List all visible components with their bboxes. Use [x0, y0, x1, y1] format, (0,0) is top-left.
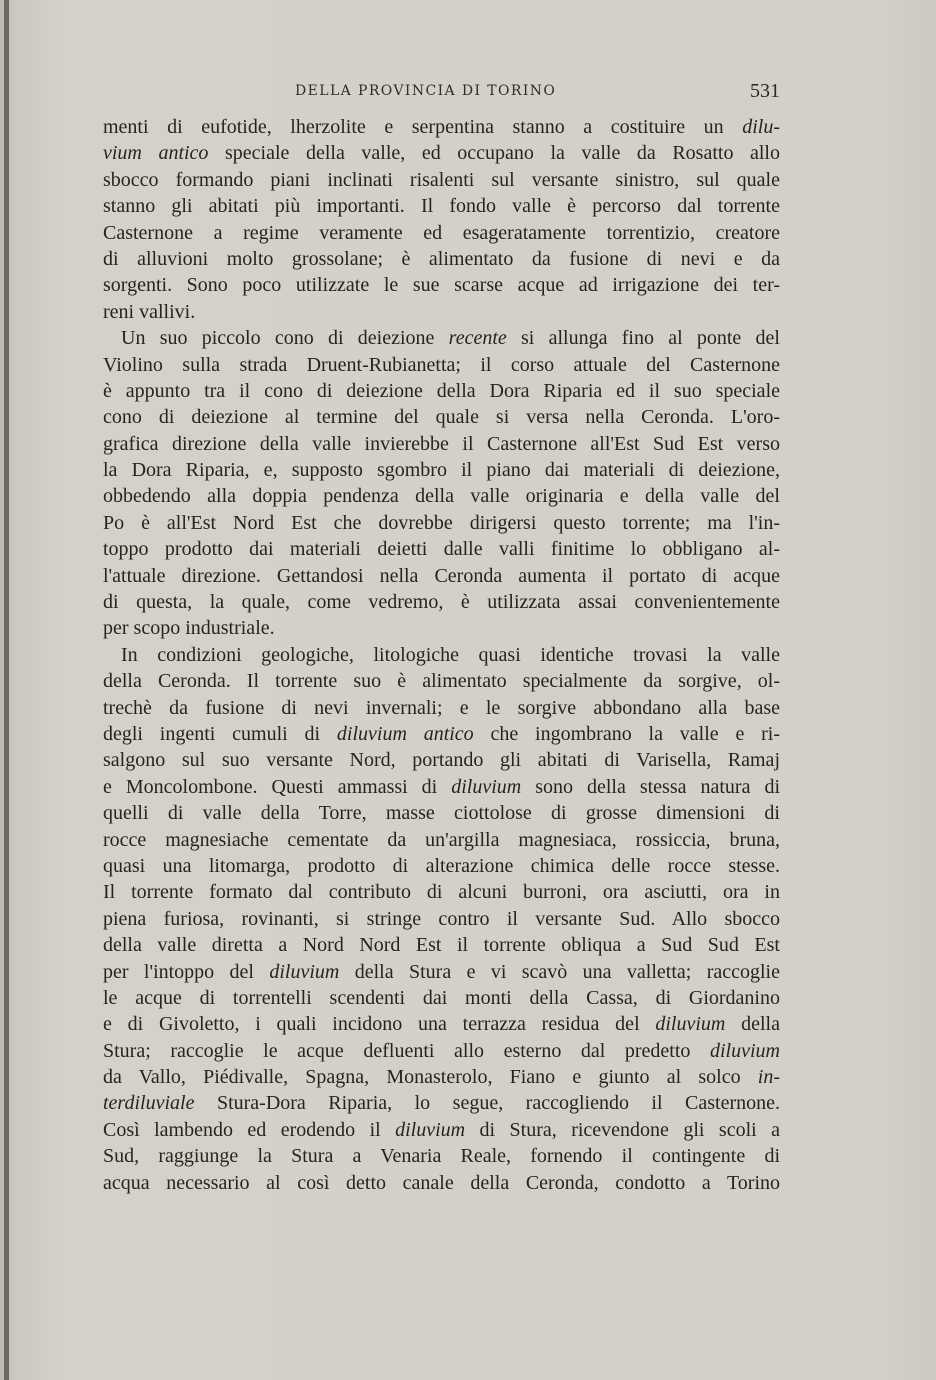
text-line	[103, 167, 780, 193]
text-line	[103, 1090, 780, 1116]
italic-text: recente	[448, 327, 507, 350]
italic-text: diluvium	[655, 1013, 726, 1036]
text-segment: degli ingenti cumuli di	[103, 722, 337, 745]
text-segment: Casternone a regime veramente ed esageratamente torrentizio, creatore	[103, 221, 780, 244]
text-segment: Sud, raggiunge la Stura a Venaria Reale, fornendo il contingente di	[103, 1145, 780, 1168]
italic-text: terdiluviale	[103, 1092, 195, 1115]
text-line	[103, 827, 780, 853]
text-segment: della Ceronda. Il torrente suo è alimentato specialmente da sorgive, ol-	[103, 670, 780, 693]
text-line	[103, 1038, 780, 1064]
text-segment: salgono sul suo versante Nord, portando gli abitati di Varisella, Ramaj	[103, 749, 780, 772]
text-line	[103, 404, 780, 430]
text-segment: che ingombrano la valle e ri-	[473, 722, 780, 745]
text-line	[103, 1011, 780, 1037]
text-line	[103, 853, 780, 879]
text-line	[103, 774, 780, 800]
text-segment: menti di eufotide, lherzolite e serpentina stanno a costituire un	[103, 116, 743, 138]
italic-text: diluvium	[395, 1118, 466, 1141]
text-line	[103, 272, 780, 298]
text-line	[103, 695, 780, 721]
text-segment: sorgenti. Sono poco utilizzate le sue scarse acque ad irrigazione dei ter-	[103, 274, 780, 297]
text-segment: la Dora Riparia, e, supposto sgombro il piano dai materiali di deiezione,	[103, 459, 780, 482]
italic-text: vium antico	[103, 142, 209, 165]
text-line	[103, 959, 780, 985]
text-segment: l'attuale direzione. Gettandosi nella Ceronda aumenta il portato di acque	[103, 564, 780, 587]
text-segment: quasi una litomarga, prodotto di alterazione chimica delle rocce stesse.	[103, 854, 780, 877]
text-segment: stanno gli abitati più importanti. Il fondo valle è percorso dal torrente	[103, 195, 780, 218]
text-line	[103, 1143, 780, 1169]
text-segment: le acque di torrentelli scendenti dai monti della Cassa, di Giordanino	[103, 986, 780, 1009]
text-segment: si allunga fino al ponte del	[506, 327, 780, 350]
text-line	[103, 114, 780, 140]
text-segment: acqua necessario al così detto canale della Ceronda, condotto a Torino	[103, 1171, 780, 1194]
text-line	[103, 721, 780, 747]
text-segment: cono di deiezione al termine del quale si versa nella Ceronda. L'oro-	[103, 406, 780, 429]
text-segment: della Stura e vi scavò una valletta; raccoglie	[339, 960, 780, 983]
text-line	[103, 220, 780, 246]
text-segment: Così lambendo ed erodendo il	[103, 1118, 396, 1141]
text-segment: di alluvioni molto grossolane; è alimentato da fusione di nevi e da	[103, 247, 780, 270]
running-title: DELLA PROVINCIA DI TORINO	[295, 83, 557, 99]
text-line	[103, 615, 780, 641]
text-segment: toppo prodotto dai materiali deietti dalle valli finitime lo obbligano al-	[103, 538, 780, 561]
text-segment: obbedendo alla doppia pendenza della valle originaria e della valle del	[103, 485, 780, 508]
italic-text: dilu-	[742, 116, 780, 138]
text-segment: per l'intoppo del	[103, 960, 270, 983]
text-segment: sbocco formando piani inclinati risalenti sul versante sinistro, sul quale	[103, 168, 780, 191]
text-line	[103, 589, 780, 615]
text-line	[103, 536, 780, 562]
italic-text: diluvium	[710, 1039, 780, 1062]
text-line	[103, 431, 780, 457]
italic-text: diluvium antico	[336, 722, 474, 745]
text-segment: speciale della valle, ed occupano la valle da Rosatto allo	[208, 142, 780, 165]
text-segment: della	[725, 1013, 780, 1036]
text-segment: per scopo industriale.	[103, 617, 275, 640]
text-segment: Un suo piccolo cono di deiezione	[121, 327, 449, 350]
text-line	[103, 642, 780, 668]
text-line	[103, 510, 780, 536]
text-segment: della valle diretta a Nord Nord Est il torrente obliqua a Sud Sud Est	[103, 934, 780, 957]
page-number: 531	[750, 80, 780, 102]
page-binding-edge	[4, 0, 9, 1380]
text-line	[103, 193, 780, 219]
text-segment: Stura; raccoglie le acque defluenti allo esterno dal predetto	[103, 1039, 710, 1062]
text-segment: Il torrente formato dal contributo di alcuni burroni, ora asciutti, ora in	[103, 881, 780, 904]
text-line	[103, 879, 780, 905]
text-segment: sono della stessa natura di	[521, 775, 780, 798]
text-line	[103, 299, 780, 325]
text-segment: di Stura, ricevendone gli scoli a	[465, 1118, 780, 1141]
text-segment: Violino sulla strada Druent-Rubianetta; il corso attuale del Casternone	[103, 353, 780, 376]
text-line	[103, 1170, 780, 1196]
text-segment: grafica direzione della valle invierebbe il Casternone all'Est Sud Est verso	[103, 432, 780, 455]
text-line	[103, 668, 780, 694]
text-segment: piena furiosa, rovinanti, si stringe contro il versante Sud. Allo sbocco	[103, 907, 780, 930]
text-line	[103, 800, 780, 826]
italic-text: in-	[757, 1066, 780, 1089]
text-line	[103, 932, 780, 958]
italic-text: diluvium	[269, 960, 340, 983]
text-line	[103, 563, 780, 589]
text-segment: Stura-Dora Riparia, lo segue, raccogliendo il Casternone.	[194, 1092, 780, 1115]
text-segment: In condizioni geologiche, litologiche quasi identiche trovasi la valle	[121, 643, 780, 666]
text-line	[103, 1117, 780, 1143]
text-segment: trechè da fusione di nevi invernali; e le sorgive abbondano alla base	[103, 696, 780, 719]
text-segment: Po è all'Est Nord Est che dovrebbe dirigersi questo torrente; ma l'in-	[103, 511, 780, 534]
text-line	[103, 378, 780, 404]
text-line	[103, 747, 780, 773]
text-segment: e di Givoletto, i quali incidono una terrazza residua del	[103, 1013, 656, 1036]
text-line	[103, 325, 780, 351]
text-line	[103, 483, 780, 509]
text-segment: da Vallo, Piédivalle, Spagna, Monasterolo, Fiano e giunto al solco	[103, 1066, 758, 1089]
text-segment: è appunto tra il cono di deiezione della Dora Riparia ed il suo speciale	[103, 379, 780, 402]
text-line	[103, 140, 780, 166]
page-header	[100, 80, 780, 104]
text-line	[103, 985, 780, 1011]
text-line	[103, 352, 780, 378]
italic-text: diluvium	[451, 775, 522, 798]
text-segment: e Moncolombone. Questi ammassi di	[103, 775, 452, 798]
text-segment: di questa, la quale, come vedremo, è utilizzata assai convenientemente	[103, 591, 780, 614]
text-line	[103, 246, 780, 272]
text-segment: rocce magnesiache cementate da un'argilla magnesiaca, rossiccia, bruna,	[103, 828, 780, 851]
text-line	[103, 457, 780, 483]
text-line	[103, 906, 780, 932]
text-line	[103, 1064, 780, 1090]
text-segment: quelli di valle della Torre, masse ciottolose di grosse dimensioni di	[103, 802, 780, 825]
body-text	[103, 114, 780, 1196]
text-segment: reni vallivi.	[103, 300, 196, 323]
